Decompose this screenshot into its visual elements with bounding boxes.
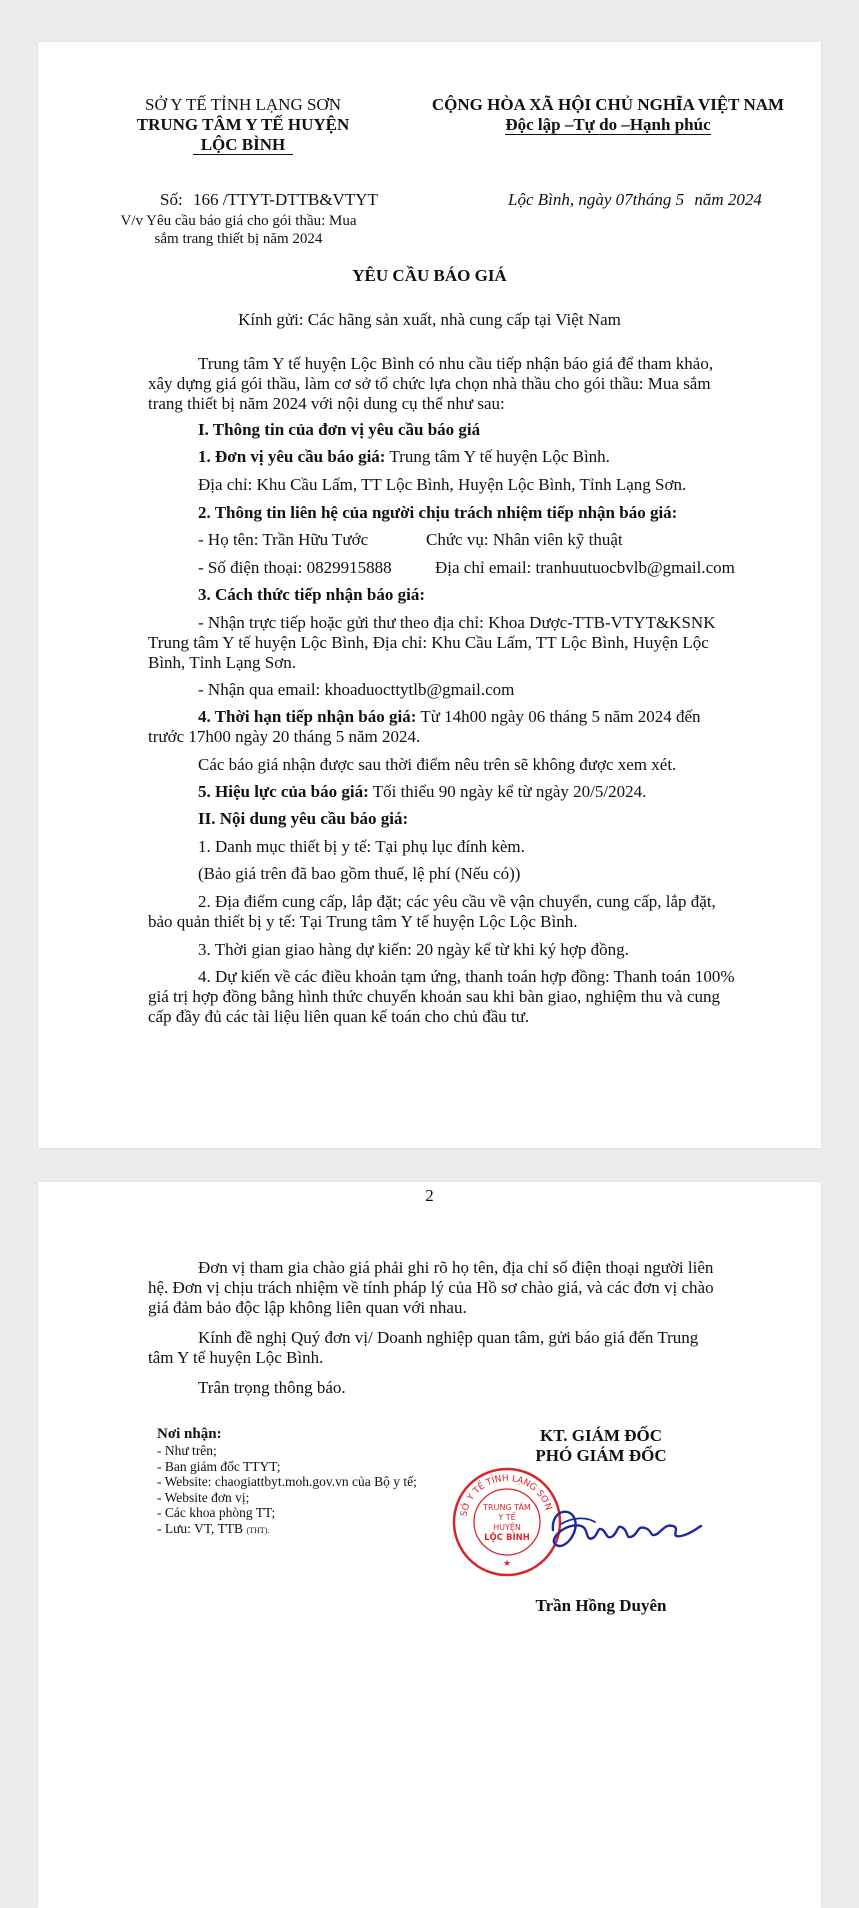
- doc-number-suffix: /TTYT-DTTB&VTYT: [222, 190, 378, 209]
- signature-title-2: PHÓ GIÁM ĐỐC: [535, 1446, 667, 1465]
- header-agency-block: [113, 95, 373, 155]
- page-number: 2: [425, 1186, 434, 1205]
- section-2-p4-line-3: cấp đầy đủ các tài liệu liên quan kế toán cho chủ đầu tư.: [148, 1007, 530, 1026]
- item-3-line-3: Bình, Tỉnh Lạng Sơn.: [148, 653, 296, 672]
- section-1-address: Địa chỉ: Khu Cầu Lấm, TT Lộc Bình, Huyện Lộc Bình, Tỉnh Lạng Sơn.: [198, 475, 687, 494]
- item-5-value: Tối thiểu 90 ngày kể từ ngày 20/5/2024.: [368, 782, 647, 801]
- subject-line-2: sắm trang thiết bị năm 2024: [154, 231, 323, 247]
- item-4-label: 4. Thời hạn tiếp nhận báo giá:: [198, 707, 417, 726]
- header-center-name: TRUNG TÂM Y TẾ HUYỆN: [136, 115, 350, 134]
- section-1-heading: I. Thông tin của đơn vị yêu cầu báo giá: [198, 420, 481, 439]
- item-1-value: Trung tâm Y tế huyện Lộc Bình.: [385, 447, 610, 466]
- header-motto: Độc lập –Tự do –Hạnh phúc: [505, 115, 711, 134]
- star-icon: ★: [502, 1559, 512, 1569]
- item-4-line-2: trước 17h00 ngày 20 tháng 5 năm 2024.: [148, 727, 421, 746]
- date-place: Lộc Bình, ngày: [508, 190, 612, 209]
- section-1-item-3-label: 3. Cách thức tiếp nhận báo giá:: [198, 585, 425, 604]
- recipients-item: - Các khoa phòng TT;: [157, 1505, 276, 1520]
- doc-number-value: 166: [192, 190, 219, 209]
- doc-number-prefix: Số:: [160, 190, 183, 209]
- date-year: năm 2024: [694, 190, 762, 209]
- intro-line-2: xây dựng giá gói thầu, làm cơ sở tổ chức lựa chọn nhà thầu cho gói thầu: Mua sắm: [148, 374, 711, 393]
- stamp-center-3: HUYỆN: [493, 1523, 521, 1532]
- section-2-p1: 1. Danh mục thiết bị y tế: Tại phụ lục đính kèm.: [198, 837, 525, 856]
- section-2-p4-line-2: giá trị hợp đồng bằng hình thức chuyển khoản sau khi bàn giao, nghiệm thu và cung: [148, 987, 721, 1006]
- recipients-item: - Website: chaogiattbyt.moh.gov.vn của Bộ y tế;: [157, 1474, 417, 1489]
- contact-name: - Họ tên: Trần Hữu Tước: [198, 530, 369, 549]
- item-3-line-2: Trung tâm Y tế huyện Lộc Bình, Địa chỉ: Khu Cầu Lấm, TT Lộc Bình, Huyện Lộc: [148, 633, 709, 652]
- section-2-p3: 3. Thời gian giao hàng dự kiến: 20 ngày kể từ khi ký hợp đồng.: [198, 940, 629, 959]
- stamp-center-4: LỘC BÌNH: [484, 1533, 530, 1543]
- intro-line-1: Trung tâm Y tế huyện Lộc Bình có nhu cầu tiếp nhận báo giá để tham khảo,: [198, 354, 714, 373]
- date-line: [508, 190, 762, 210]
- item-5-label: 5. Hiệu lực của báo giá:: [198, 782, 369, 801]
- stamp-center-2: Y TẾ: [498, 1513, 516, 1522]
- date-month: 5: [675, 190, 685, 209]
- document-page-2: [38, 1182, 821, 1908]
- header-country: CỘNG HÒA XÃ HỘI CHỦ NGHĨA VIỆT NAM: [431, 95, 785, 114]
- page2-p1-line-2: hệ. Đơn vị chịu trách nhiệm về tính pháp lý của Hồ sơ chào giá, và các đơn vị chào: [148, 1278, 714, 1297]
- section-1-item-2-label: 2. Thông tin liên hệ của người chịu trách nhiệm tiếp nhận báo giá:: [198, 503, 678, 522]
- section-2-p2-line-1: 2. Địa điểm cung cấp, lắp đặt; các yêu cầu về vận chuyển, cung cấp, lắp đặt,: [198, 892, 716, 911]
- date-day: 07: [615, 190, 633, 209]
- page2-p1-line-1: Đơn vị tham gia chào giá phải ghi rõ họ tên, địa chỉ số điện thoại người liên: [198, 1258, 714, 1277]
- page2-p2-line-2: tâm Y tế huyện Lộc Bình.: [148, 1348, 324, 1367]
- header-national-block: [408, 95, 808, 135]
- subject-block: [106, 212, 371, 248]
- date-month-label: tháng: [632, 190, 672, 209]
- section-2-p4-line-1: 4. Dự kiến về các điều khoản tạm ứng, thanh toán hợp đồng: Thanh toán 100%: [198, 967, 735, 986]
- recipients-item-last: - Lưu: VT, TTB: [157, 1520, 244, 1536]
- header-department: SỞ Y TẾ TỈNH LẠNG SƠN: [145, 95, 341, 114]
- contact-email: Địa chỉ email: tranhuutuocbvlb@gmail.com: [435, 558, 735, 577]
- item-4-note: Các báo giá nhận được sau thời điểm nêu trên sẽ không được xem xét.: [198, 755, 677, 774]
- section-2-p2-line-2: bảo quản thiết bị y tế: Tại Trung tâm Y tế huyện Lộc Lộc Bình.: [148, 912, 578, 931]
- contact-position: Chức vụ: Nhân viên kỹ thuật: [426, 530, 623, 549]
- item-4-value: Từ 14h00 ngày 06 tháng 5 năm 2024 đến: [416, 707, 701, 726]
- recipient-line: Kính gửi: Các hãng sản xuất, nhà cung cấp tại Việt Nam: [238, 310, 621, 329]
- page2-p1-line-3: giá đảm bảo độc lập không liên quan với nhau.: [148, 1298, 467, 1317]
- header-district: LỘC BÌNH: [193, 135, 294, 155]
- item-3-line-1: - Nhận trực tiếp hoặc gửi thư theo địa chỉ: Khoa Dược-TTB-VTYT&KSNK: [198, 613, 716, 632]
- contact-phone: - Số điện thoại: 0829915888: [198, 558, 392, 577]
- subject-line-1: V/v Yêu cầu báo giá cho gói thầu: Mua: [120, 213, 357, 229]
- section-1-item-4: [198, 707, 701, 727]
- page2-p3: Trân trọng thông báo.: [198, 1378, 346, 1397]
- section-1-item-5: [198, 782, 646, 802]
- recipients-block: [157, 1425, 417, 1538]
- stamp-center-1: TRUNG TÂM: [483, 1503, 531, 1512]
- signature-title-1: KT. GIÁM ĐỐC: [540, 1426, 662, 1445]
- item-3-email: - Nhận qua email: khoaduocttytlb@gmail.com: [198, 680, 515, 699]
- handwritten-signature: [541, 1500, 706, 1560]
- recipients-item-initials: (THT).: [246, 1525, 270, 1535]
- recipients-item: - Như trên;: [157, 1443, 217, 1458]
- section-1-item-1: [198, 447, 610, 467]
- document-title: YÊU CẦU BÁO GIÁ: [352, 266, 507, 285]
- recipients-item: [157, 1521, 417, 1539]
- recipients-heading: Nơi nhận:: [157, 1426, 222, 1442]
- item-1-label: 1. Đơn vị yêu cầu báo giá:: [198, 447, 386, 466]
- document-number: [160, 190, 378, 210]
- section-2-heading: II. Nội dung yêu cầu báo giá:: [198, 809, 409, 828]
- stamp-ring-text: SỞ Y TẾ TỈNH LẠNG SƠN: [459, 1473, 554, 1518]
- signer-name: Trần Hồng Duyên: [535, 1596, 667, 1615]
- signature-title-block: [516, 1426, 686, 1466]
- intro-line-3: trang thiết bị năm 2024 với nội dung cụ thể như sau:: [148, 394, 505, 413]
- recipients-item: - Website đơn vị;: [157, 1489, 250, 1505]
- document-page-1: [38, 42, 821, 1148]
- page2-p2-line-1: Kính đề nghị Quý đơn vị/ Doanh nghiệp quan tâm, gửi báo giá đến Trung: [198, 1328, 699, 1347]
- section-2-p1-note: (Bảo giá trên đã bao gồm thuế, lệ phí (Nếu có)): [198, 864, 521, 883]
- recipients-item: - Ban giám đốc TTYT;: [157, 1458, 281, 1474]
